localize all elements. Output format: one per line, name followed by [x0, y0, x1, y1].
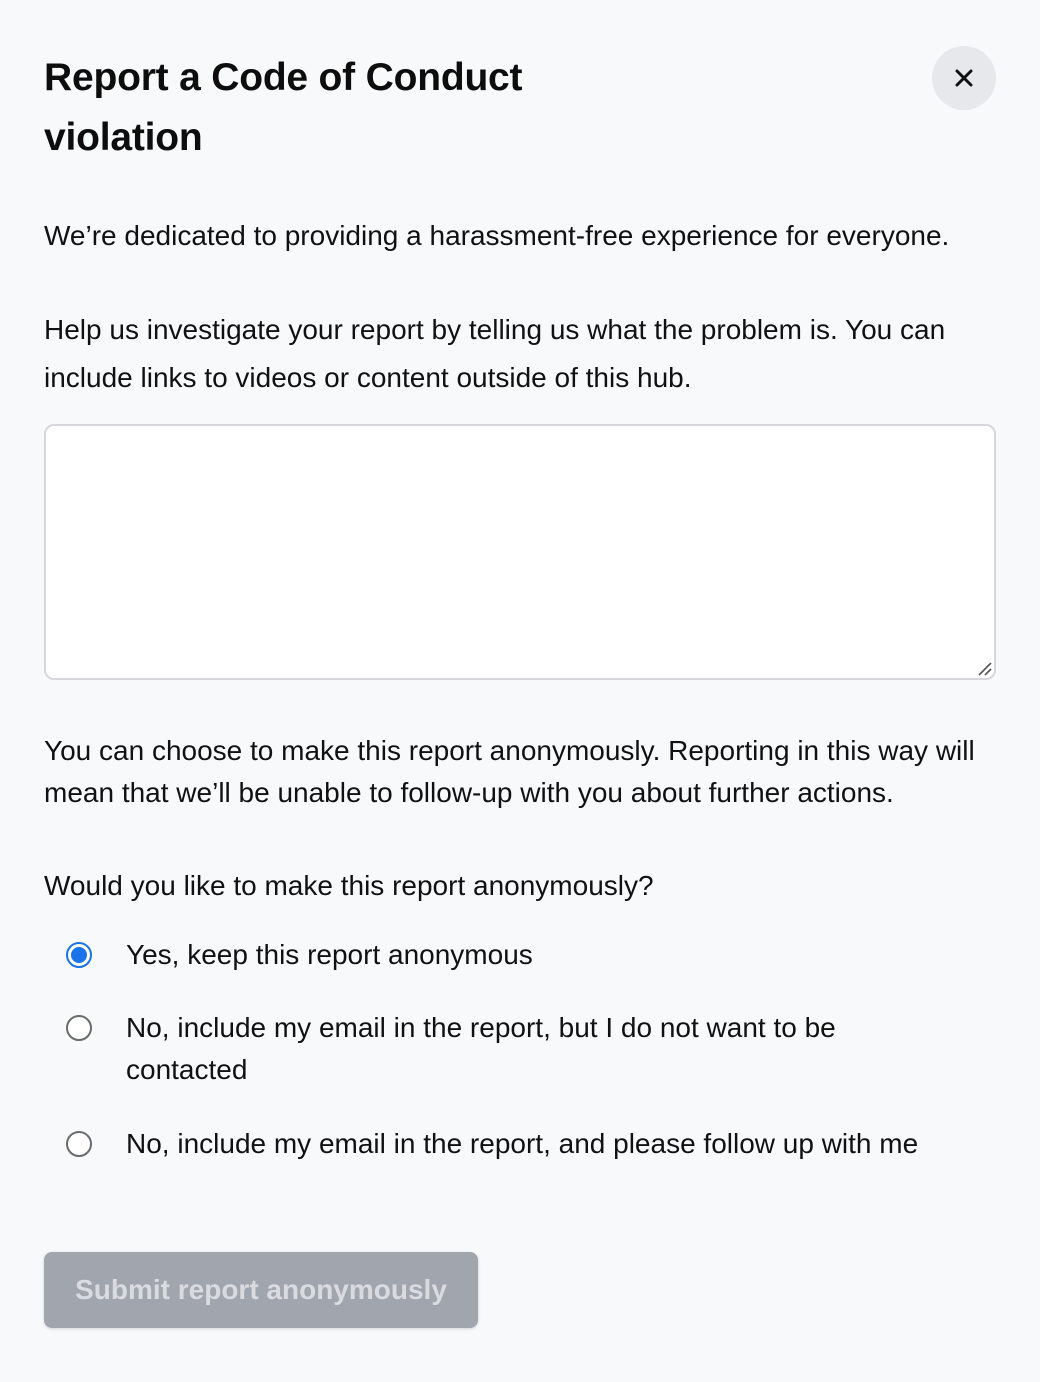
- anonymous-question: Would you like to make this report anonymously?: [44, 870, 654, 901]
- close-button[interactable]: [932, 46, 996, 110]
- intro-text: We’re dedicated to providing a harassment-free experience for everyone.: [44, 220, 950, 251]
- radio-label: No, include my email in the report, but I do not want to be contacted: [126, 1012, 836, 1085]
- radio-option-email-follow-up[interactable]: [66, 1123, 966, 1165]
- modal-title: Report a Code of Conduct violation: [44, 56, 523, 159]
- radio-option-anonymous[interactable]: [66, 934, 966, 976]
- radio-button-anonymous[interactable]: [66, 942, 92, 968]
- radio-button-email-follow-up[interactable]: [66, 1131, 92, 1157]
- resize-handle-icon[interactable]: [976, 660, 992, 676]
- radio-label: No, include my email in the report, and please follow up with me: [126, 1128, 919, 1159]
- submit-report-button[interactable]: Submit report anonymously: [44, 1252, 478, 1328]
- radio-option-email-no-contact[interactable]: [66, 1007, 966, 1091]
- close-icon: [955, 69, 973, 87]
- report-description-input[interactable]: [44, 424, 996, 680]
- radio-button-email-no-contact[interactable]: [66, 1015, 92, 1041]
- radio-label: Yes, keep this report anonymous: [126, 939, 533, 970]
- anonymous-note: You can choose to make this report anonymously. Reporting in this way will mean that we’ll be unable to follow-up with you about further actions.: [44, 735, 975, 808]
- report-description-label: Help us investigate your report by telling us what the problem is. You can include links to videos or content outside of this hub.: [44, 314, 946, 393]
